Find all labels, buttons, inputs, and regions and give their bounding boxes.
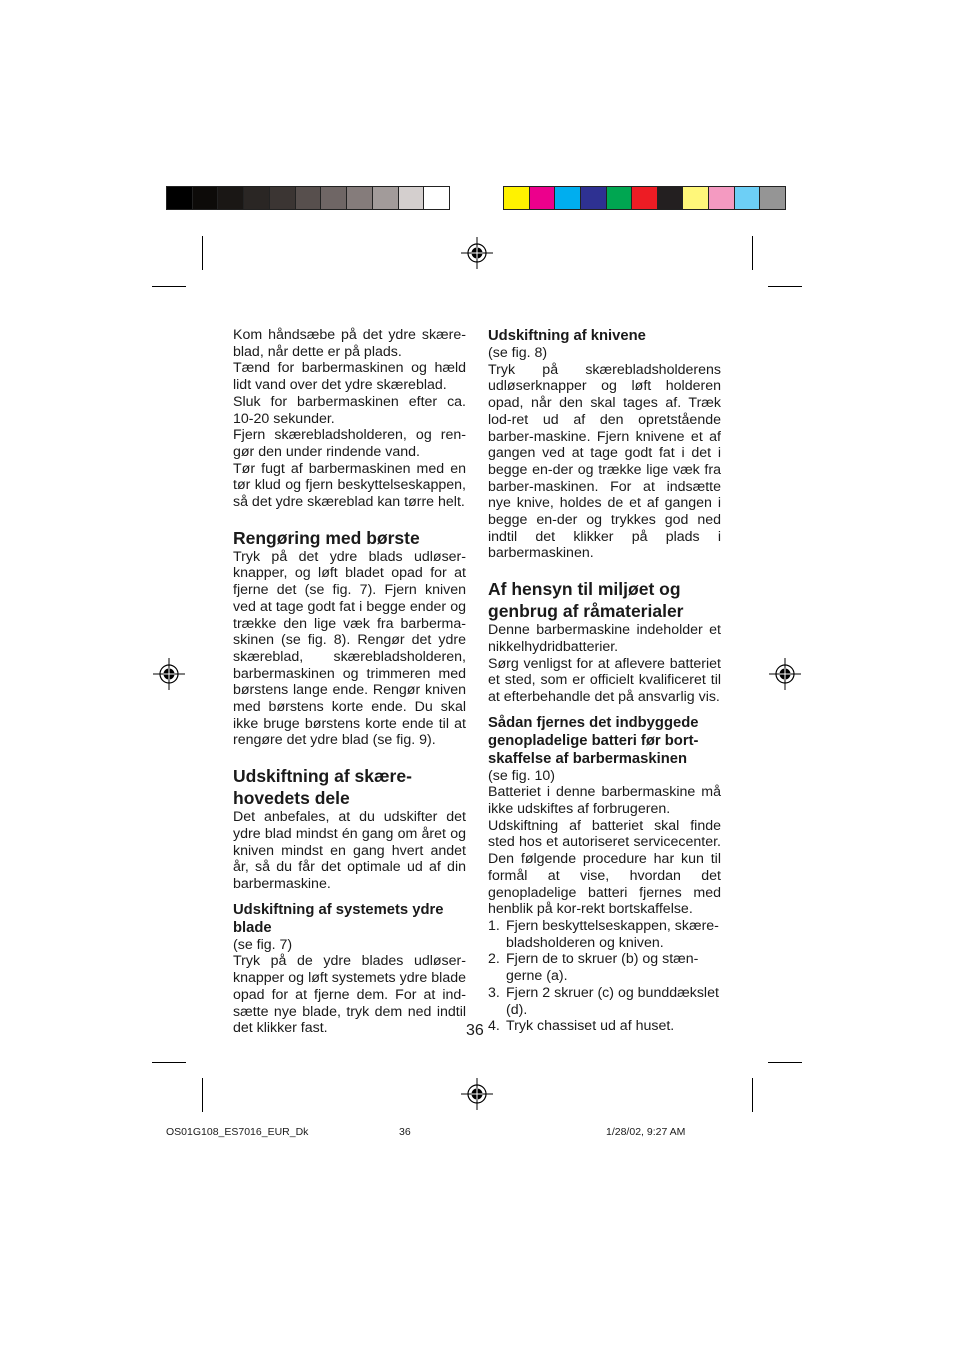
color-swatch — [632, 187, 658, 209]
body-paragraph: Denne barbermaskine indeholder et nikkelhydridbatterier. — [488, 622, 721, 655]
step-text: Fjern beskyttelseskappen, skære-bladsholderen og kniven. — [506, 917, 719, 951]
left-column — [233, 327, 466, 1037]
body-paragraph: Kom håndsæbe på det ydre skære-blad, når dette er på plads. — [233, 327, 466, 360]
section-heading-environment: Af hensyn til miljøet og genbrug af råmaterialer — [488, 579, 684, 622]
color-swatch — [347, 187, 373, 209]
color-swatch — [167, 187, 193, 209]
body-paragraph: Sluk for barbermaskinen efter ca. 10-20 sekunder. — [233, 393, 466, 427]
color-swatch — [270, 187, 296, 209]
figure-reference: (se fig. 7) — [233, 936, 293, 953]
right-column — [488, 327, 721, 1035]
removal-steps-list — [488, 918, 721, 1035]
registration-mark-icon — [461, 1078, 493, 1110]
step-text: Fjern 2 skruer (c) og bunddækslet (d). — [506, 984, 719, 1018]
crop-mark — [152, 1062, 186, 1063]
list-item — [488, 918, 721, 951]
color-swatch — [683, 187, 709, 209]
subheading-knives: Udskiftning af knivene — [488, 328, 646, 344]
crop-mark — [152, 286, 186, 287]
color-swatch — [709, 187, 735, 209]
step-number: 3. — [488, 984, 500, 1001]
body-paragraph: Fjern skærebladsholderen, og ren-gør den under rindende vand. — [233, 427, 466, 460]
footer-page: 36 — [399, 1126, 411, 1138]
registration-mark-icon — [461, 237, 493, 269]
color-swatch — [373, 187, 399, 209]
step-text: Fjern de to skruer (b) og stæn-gerne (a). — [506, 951, 699, 985]
step-number: 4. — [488, 1018, 500, 1035]
color-swatch — [244, 187, 270, 209]
color-swatch — [321, 187, 347, 209]
step-number: 1. — [488, 917, 500, 934]
color-swatch — [581, 187, 607, 209]
color-swatch — [504, 187, 530, 209]
footer-filename: OS01G108_ES7016_EUR_Dk — [166, 1126, 309, 1138]
section-heading-brush: Rengøring med børste — [233, 527, 420, 548]
color-swatch — [218, 187, 244, 209]
figure-reference: (se fig. 8) — [488, 345, 548, 361]
step-text: Tryk chassiset ud af huset. — [506, 1018, 675, 1035]
crop-mark — [202, 236, 203, 270]
crop-mark — [752, 1078, 753, 1112]
color-swatch — [658, 187, 684, 209]
list-item — [488, 985, 721, 1018]
body-paragraph: Tænd for barbermaskinen og hæld lidt vand over det ydre skæreblad. — [233, 360, 466, 394]
body-paragraph: Batteriet i denne barbermaskine må ikke udskiftes af forbrugeren. — [488, 784, 721, 818]
crop-mark — [768, 1062, 802, 1063]
registration-mark-icon — [769, 658, 801, 690]
crop-mark — [768, 286, 802, 287]
color-swatch — [607, 187, 633, 209]
footer-timestamp: 1/28/02, 9:27 AM — [606, 1126, 686, 1138]
registration-mark-icon — [153, 658, 185, 690]
color-swatch — [555, 187, 581, 209]
body-paragraph: Tør fugt af barbermaskinen med en tør klud og fjern beskyttelseskappen, så det ydre skæreblad kan tørre helt. — [233, 460, 466, 511]
page-number: 36 — [466, 1022, 484, 1039]
list-item — [488, 951, 721, 984]
subheading-battery-removal: Sådan fjernes det indbyggede genopladelige batteri før bort-skaffelse af barbermaskinen — [488, 714, 699, 767]
section-heading-replace-parts: Udskiftning af skære-hovedets dele — [233, 766, 412, 809]
color-swatch — [760, 187, 785, 209]
figure-reference: (se fig. 10) — [488, 767, 556, 784]
crop-mark — [202, 1078, 203, 1112]
color-swatch — [193, 187, 219, 209]
body-paragraph: Tryk på skærebladsholderens udløserknapper og løft holderen opad, når den skal tages af. Træk lod-ret ud af den opretstående barber-maskine. Fjern knivene et af gangen ved at tage godt fat i det i begge en-der og trække lige væk fra barber-maskinen. For at indsætte nye knive, holdes de et af gangen i begge en-der og trykkes god ned indtil det klikker på plads i barbermaskinen. — [488, 361, 721, 562]
subheading-outer-blades: Udskiftning af systemets ydre blade — [233, 901, 444, 936]
body-paragraph: Tryk på det ydre blads udløser-knapper, og løft bladet opad for at fjerne det (se fig. 7). Fjern kniven ved at tage godt fat i begge ender og trække den lige væk fra barberma-skinen (se fig. 8). Rengør det ydre skæreblad, skærebladsholderen, barbermaskinen og trimmeren med børstens lange ende. Rengør kniven med børstens korte ende. Du skal ikke bruge børstens korte ende til at rengøre det ydre blad (se fig. 9). — [233, 548, 466, 749]
color-control-bar — [503, 186, 786, 210]
color-swatch — [530, 187, 556, 209]
step-number: 2. — [488, 951, 500, 968]
body-paragraph: Sørg venligst for at aflevere batteriet et sted, som er officielt kvalificeret til at efterbehandle det på ansvarlig vis. — [488, 655, 721, 705]
grayscale-color-bar — [166, 186, 450, 210]
body-paragraph: Tryk på de ydre blades udløser-knapper og løft systemets ydre blade opad for at fjerne dem. For at ind-sætte nye blade, tryk dem ned indtil det klikker fast. — [233, 953, 466, 1037]
body-paragraph: Udskiftning af batteriet skal finde sted hos et autoriseret servicecenter. Den følgende procedure har kun til formål at vise, hvordan det genopladelige batteri fjernes med henblik på kor-rekt bortskaffelse. — [488, 817, 721, 918]
list-item — [488, 1018, 721, 1035]
color-swatch — [735, 187, 761, 209]
color-swatch — [399, 187, 425, 209]
color-swatch — [424, 187, 449, 209]
crop-mark — [752, 236, 753, 270]
color-swatch — [296, 187, 322, 209]
body-paragraph: Det anbefales, at du udskifter det ydre blad mindst én gang om året og kniven mindst en gang hvert andet år, så du får det optimale ud af din barbermaskine. — [233, 809, 466, 892]
